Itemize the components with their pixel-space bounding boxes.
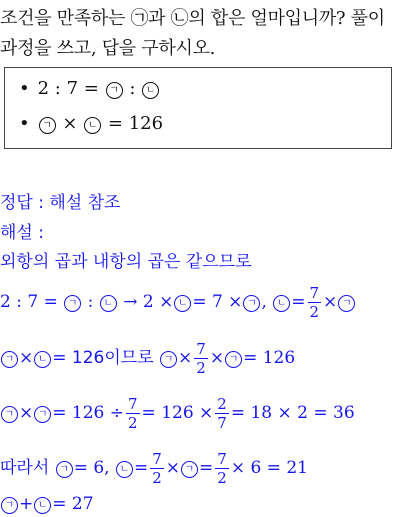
text: × (209, 348, 225, 368)
answer-line: 정답 : 해설 참조 (0, 193, 121, 213)
equals-126: = 126 (107, 113, 164, 134)
circle-n-symbol: ㄴ (174, 295, 191, 312)
text: = 126 ÷ (52, 403, 124, 423)
circle-g-symbol: ㄱ (1, 406, 18, 423)
text: = (291, 292, 306, 312)
fraction: $\frac{2}{7}$ (217, 395, 227, 432)
circle-g-symbol: ㄱ (225, 351, 242, 368)
condition-2 (19, 113, 163, 134)
arrow: → (123, 292, 138, 312)
fraction: $\frac{7}{2}$ (309, 284, 320, 321)
explain-line-5 (0, 450, 308, 487)
text: × (19, 348, 34, 368)
text: = (133, 458, 149, 478)
text: = (199, 458, 214, 478)
circle-n-symbol: ㄴ (116, 461, 133, 478)
text: = 27 (52, 494, 94, 514)
fraction: $\frac{7}{2}$ (152, 450, 162, 487)
text: = 6, (73, 458, 110, 478)
fraction: $\frac{7}{2}$ (196, 340, 206, 377)
explain-line-3 (0, 340, 295, 377)
explain-line-2 (0, 284, 356, 321)
circle-n-symbol: ㄴ (34, 497, 51, 514)
explain-line-1: 외항의 곱과 내항의 곱은 같으므로 (0, 252, 252, 272)
text: = 18 × 2 = 36 (230, 403, 355, 423)
circle-n-symbol: ㄴ (84, 117, 101, 134)
question-line-1: 조건을 만족하는 ㉠과 ㉡의 합은 얼마입니까? 풀이 (0, 8, 385, 29)
text: : (87, 292, 94, 312)
circle-g-symbol: ㄱ (34, 406, 51, 423)
text: = 126 (243, 348, 296, 368)
text: × (178, 348, 193, 368)
condition-1 (19, 78, 160, 99)
circle-g-symbol: ㄱ (56, 461, 73, 478)
ratio-left: 2 : 7 = (37, 78, 99, 99)
text: × (165, 458, 181, 478)
fraction: $\frac{7}{2}$ (128, 395, 138, 432)
text: × 6 = 21 (230, 458, 308, 478)
text: 2 : 7 = (0, 292, 58, 312)
fraction: $\frac{7}{2}$ (217, 450, 227, 487)
circle-g-symbol: ㄱ (106, 82, 123, 99)
text: = 126 × (141, 403, 214, 423)
text: , (261, 292, 267, 312)
bullet: • (19, 113, 30, 134)
text: 따라서 (0, 458, 50, 478)
circle-g-symbol: ㄱ (39, 117, 56, 134)
circle-g-symbol: ㄱ (1, 351, 18, 368)
circle-n-symbol: ㄴ (34, 351, 51, 368)
text: 2 × (142, 292, 174, 312)
bullet: • (19, 78, 30, 99)
circle-n-symbol: ㄴ (273, 295, 290, 312)
text: × (323, 292, 338, 312)
text: = 7 × (192, 292, 243, 312)
circle-n-symbol: ㄴ (100, 295, 117, 312)
text: × (19, 403, 34, 423)
question-line-2: 과정을 쓰고, 답을 구하시오. (0, 38, 216, 59)
times: × (62, 113, 78, 134)
text: = 126이므로 (52, 348, 154, 368)
explain-line-4 (0, 395, 355, 432)
conditions-box (4, 67, 392, 149)
circle-n-symbol: ㄴ (142, 82, 159, 99)
question-text (0, 4, 400, 64)
explain-label: 해설 : (0, 223, 44, 243)
circle-g-symbol: ㄱ (338, 295, 355, 312)
circle-g-symbol: ㄱ (1, 497, 18, 514)
circle-g-symbol: ㄱ (243, 295, 260, 312)
colon: : (129, 78, 136, 99)
circle-g-symbol: ㄱ (160, 351, 177, 368)
circle-g-symbol: ㄱ (181, 461, 198, 478)
text: + (19, 494, 34, 514)
circle-g-symbol: ㄱ (64, 295, 81, 312)
explain-line-6 (0, 494, 94, 514)
